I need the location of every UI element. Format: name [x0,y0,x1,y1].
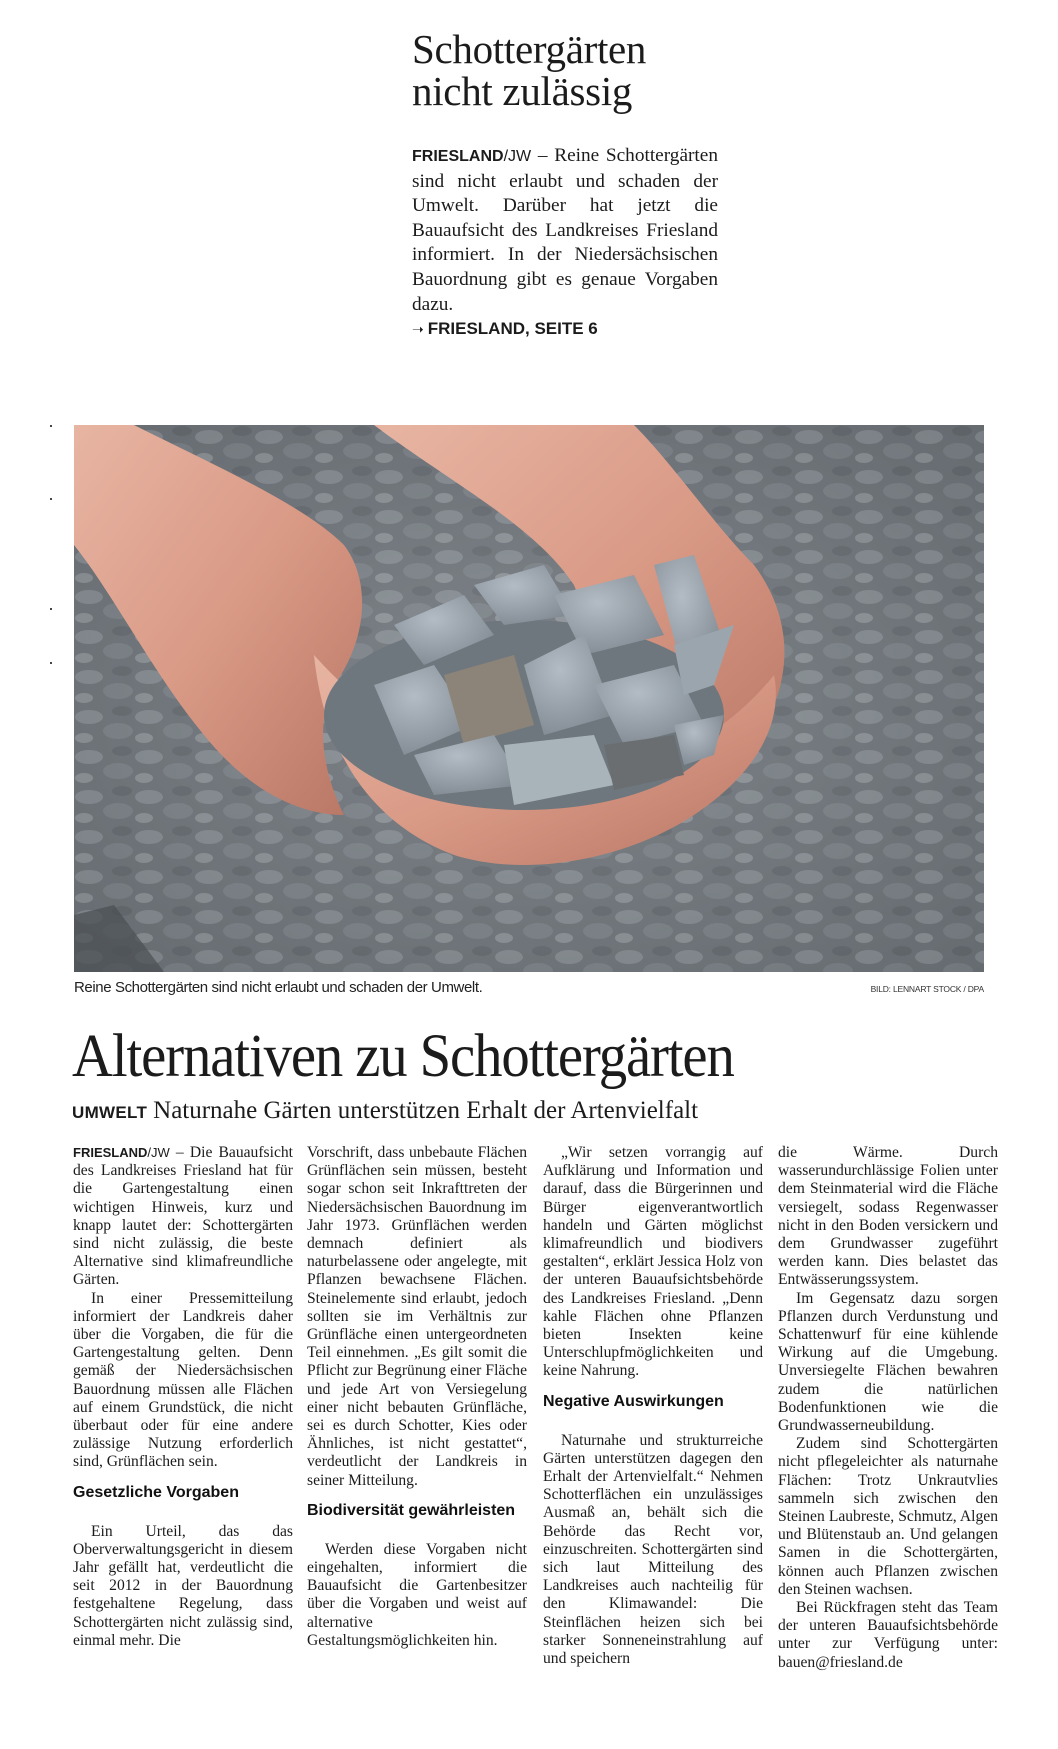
article-photo [74,425,984,972]
paragraph: FRIESLAND/JW – Die Bauaufsicht des Landkreises Friesland hat für die Gartengestaltung einen wichtigen Hinweis, kurz und knapp lautet der: Schottergärten sind nicht zulässig, die beste Alternative sind klimafreundliche Gärten. [73,1144,293,1289]
paragraph: Vorschrift, dass unbebaute Flächen Grünflächen sein müssen, besteht sogar schon seit Inkrafttreten der Niedersächsischen Bauordnung im Jahr 1973. Grünflächen werden demnach definiert als naturbelassene oder angelegte, mit Pflanzen bewachsene Flächen. Steinelemente sind erlaubt, jedoch sollten sie im Verhältnis zur Grünfläche einen untergeordneten Teil einnehmen. „Es gilt somit die Pflicht zur Begrünung einer Fläche und jede Art von Versiegelung einer nicht bebauten Grünfläche, sei es durch Schotter, Kies oder Ähnliches, ist nicht gestattet“, verdeutlicht der Landkreis in seiner Mitteilung. [307,1144,527,1489]
teaser-body: FRIESLAND/JW – Reine Schottergärten sind nicht erlaubt und schaden der Umwelt. Darüber hat jetzt die Bauaufsicht des Landkreises Friesland informiert. In der Niedersächsischen Bauordnung gibt es genaue Vorgaben dazu. ➝ FRIESLAND, SEITE 6 [412,144,718,341]
contact-paragraph: Bei Rückfragen steht das Team der unteren Bauaufsichtsbehörde unter zur Verfügung unter: bauen@friesland.de [778,1599,998,1671]
article-column-1 [73,1144,293,1650]
hands-with-gravel-image [74,425,984,972]
paragraph: Ein Urteil, das das Oberverwaltungsgericht in diesem Jahr gefällt hat, verdeutlicht die seit 2012 in der Bauordnung festgehaltene Regelung, dass Schottergärten nicht zulässig sind, einmal mehr. Die [73,1522,293,1649]
margin-dot [50,498,52,500]
margin-dot [50,425,52,427]
teaser-dateline: FRIESLAND/JW [412,148,532,165]
section-heading: Gesetzliche Vorgaben [73,1483,239,1501]
article-column-4 [778,1144,998,1672]
teaser-article [412,28,718,341]
paragraph: In einer Pressemitteilung informiert der Landkreis daher über die Vorgaben, die für die Gartengestaltung gelten. Denn gemäß der Niedersächsischen Bauordnung müssen alle Flächen auf einem Grundstück, die nicht überbaut oder für eine andere zulässige Nutzung erforderlich sind, Grünflächen sein. [73,1289,293,1471]
paragraph: die Wärme. Durch wasserundurchlässige Folien unter dem Steinmaterial wird die Fläche versiegelt, sodass Regenwasser nicht in den Boden versickern und dem Grundwasser zugeführt werden kann. Dies belastet das Entwässerungssystem. [778,1144,998,1289]
teaser-title [412,28,718,112]
arrow-right-icon: ➝ [412,321,424,338]
margin-dot [50,662,52,664]
page-reference-link[interactable]: ➝ FRIESLAND, SEITE 6 [412,319,598,339]
section-heading: Biodiversität gewährleisten [307,1501,516,1519]
teaser-title-line1: Schottergärten [412,26,647,72]
article-subheadline: UMWELT Naturnahe Gärten unterstützen Erhalt der Artenvielfalt [72,1097,699,1124]
article-dateline: FRIESLAND/JW [73,1145,170,1160]
article-column-2 [307,1144,527,1650]
paragraph: Naturnahe und strukturreiche Gärten unterstützen dagegen den Erhalt der Artenvielfalt.“ Nehmen Schotterflächen ein unzulässiges Ausmaß an, behält sich die Behörde das Recht vor, einzuschreiten. Schottergärten sind sich laut Mitteilung des Landkreises auch nachteilig für den Klimawandel: Die Steinflächen heizen sich bei starker Sonneneinstrahlung auf und speichern [543,1431,763,1668]
paragraph: Werden diese Vorgaben nicht eingehalten, informiert die Bauaufsicht die Gartenbesitzer über die Vorgaben und weist auf alternative Gestaltungsmöglichkeiten hin. [307,1540,527,1649]
margin-dot [50,608,52,610]
teaser-title-line2: nicht zulässig [412,68,633,114]
article-headline: Alternativen zu Schottergärten [72,1023,734,1090]
photo-caption-row [74,979,984,999]
paragraph: „Wir setzen vorrangig auf Aufklärung und Information und darauf, dass die Bürgerinnen und Bürger eigenverantwortlich handeln und Gärten möglichst klimafreundlich und biodivers gestalten“, erklärt Jessica Holz von der unteren Bauaufsichtsbehörde des Landkreises Friesland. „Denn kahle Flächen ohne Pflanzen bieten Insekten keine Unterschlupfmöglichkeiten und keine Nahrung. [543,1144,763,1380]
photo-caption: Reine Schottergärten sind nicht erlaubt und schaden der Umwelt. [74,979,483,996]
paragraph: Zudem sind Schottergärten nicht pflegeleichter als naturnahe Flächen: Trotz Unkrautvlies sammeln sich zwischen den Steinen Laubreste, Schmutz, Algen und Blütenstaub an. Und gelangen Samen in die Schottergärten, können auch Pflanzen zwischen den Steinen wachsen. [778,1435,998,1598]
section-kicker: UMWELT [72,1103,148,1122]
section-heading: Negative Auswirkungen [543,1392,724,1410]
article-column-3 [543,1144,763,1668]
paragraph: Im Gegensatz dazu sorgen Pflanzen durch Verdunstung und Schattenwurf für eine kühlende Wirkung auf die Umgebung. Unversiegelte Flächen bewahren zudem die natürlichen Bodenfunktionen wie die Grundwasserneubildung. [778,1289,998,1435]
photo-credit: BILD: LENNART STOCK / DPA [870,984,984,994]
